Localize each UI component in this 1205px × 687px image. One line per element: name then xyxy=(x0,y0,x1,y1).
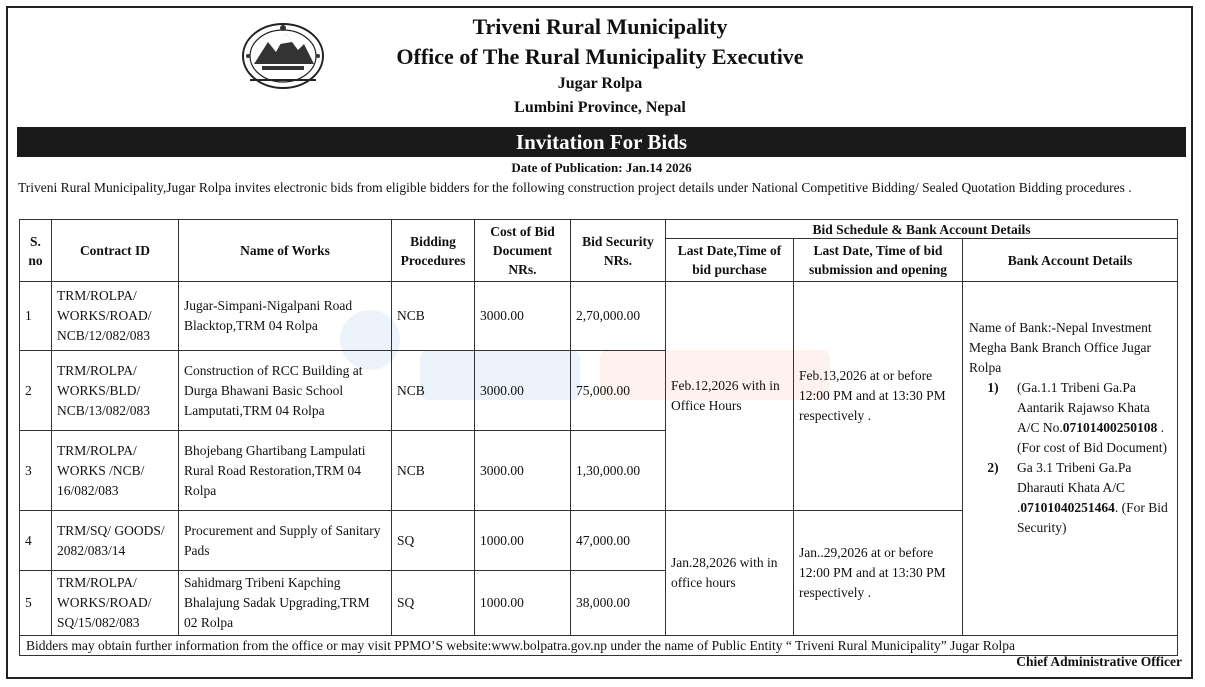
header-last-date-purchase: Last Date,Time of bid purchase xyxy=(666,239,794,282)
bank-account-item xyxy=(969,378,1169,458)
cell-security: 38,000.00 xyxy=(571,571,666,636)
cell-procedure: NCB xyxy=(392,282,475,351)
header-contract-id: Contract ID xyxy=(52,220,179,282)
cell-procedure: NCB xyxy=(392,431,475,511)
publication-date: Date of Publication: Jan.14 2026 xyxy=(511,160,692,175)
cell-security: 47,000.00 xyxy=(571,511,666,571)
municipality-emblem-icon xyxy=(240,20,326,90)
header-bank-details: Bank Account Details xyxy=(963,239,1178,282)
bank-name: Name of Bank:-Nepal Investment Megha Bank Branch Office Jugar Rolpa xyxy=(969,320,1152,375)
cell-name-of-works: Sahidmarg Tribeni Kapching Bhalajung Sadak Upgrading,TRM 02 Rolpa xyxy=(179,571,392,636)
bank-item-purpose: . (For Bid Security) xyxy=(1017,500,1168,535)
cell-sno: 1 xyxy=(20,282,52,351)
cell-contract-id: TRM/SQ/ GOODS/ 2082/083/14 xyxy=(52,511,179,571)
cell-procedure: SQ xyxy=(392,511,475,571)
bank-account-number: 07101040251464 xyxy=(1020,500,1115,515)
cell-name-of-works: Jugar-Simpani-Nigalpani Road Blacktop,TRM 04 Rolpa xyxy=(179,282,392,351)
intro-paragraph: Triveni Rural Municipality,Jugar Rolpa invites electronic bids from eligible bidders for the following construction project details under National Competitive Bidding/ Sealed Quotation Bidding procedures . xyxy=(18,180,1132,195)
cell-name-of-works: Bhojebang Ghartibang Lampulati Rural Road Restoration,TRM 04 Rolpa xyxy=(179,431,392,511)
cell-bank-details xyxy=(963,282,1178,636)
bank-account-number: 07101400250108 xyxy=(1062,420,1158,435)
bank-item-purpose: .(For cost of Bid Document) xyxy=(1017,420,1167,455)
bank-account-item xyxy=(969,458,1169,538)
cell-cost: 3000.00 xyxy=(475,431,571,511)
cell-contract-id: TRM/ROLPA/ WORKS/ROAD/ NCB/12/082/083 xyxy=(52,282,179,351)
cell-procedure: SQ xyxy=(392,571,475,636)
province-line: Lumbini Province, Nepal xyxy=(514,99,686,116)
cell-cost: 3000.00 xyxy=(475,351,571,431)
header-bidding-procedures: Bidding Procedures xyxy=(392,220,475,282)
cell-cost: 3000.00 xyxy=(475,282,571,351)
cell-contract-id: TRM/ROLPA/ WORKS/ROAD/ SQ/15/082/083 xyxy=(52,571,179,636)
cell-ncb-purchase-date: Feb.12,2026 with in Office Hours xyxy=(666,282,794,511)
footer-note: Bidders may obtain further information from the office or may visit PPMO’S website:www.bolpatra.gov.np under the name of Public Entity “ Triveni Rural Municipality” Jugar Rolpa xyxy=(20,636,1178,656)
header-sno: S. no xyxy=(20,220,52,282)
cell-sno: 3 xyxy=(20,431,52,511)
cell-sq-submission-date: Jan..29,2026 at or before 12:00 PM and at 13:30 PM respectively . xyxy=(794,511,963,636)
cell-cost: 1000.00 xyxy=(475,511,571,571)
header-bid-security: Bid Security NRs. xyxy=(571,220,666,282)
header-last-date-submission: Last Date, Time of bid submission and opening xyxy=(794,239,963,282)
table-row xyxy=(20,282,1178,351)
cell-sno: 2 xyxy=(20,351,52,431)
bids-table xyxy=(19,219,1178,656)
cell-sno: 5 xyxy=(20,571,52,636)
cell-ncb-submission-date: Feb.13,2026 at or before 12:00 PM and at 13:30 PM respectively . xyxy=(794,282,963,511)
signature-title: Chief Administrative Officer xyxy=(1016,654,1182,669)
header-cost-of-bid: Cost of Bid Document NRs. xyxy=(475,220,571,282)
bank-item-number: 2) xyxy=(987,460,999,475)
cell-contract-id: TRM/ROLPA/ WORKS/BLD/ NCB/13/082/083 xyxy=(52,351,179,431)
bank-item-number: 1) xyxy=(987,380,999,395)
cell-name-of-works: Construction of RCC Building at Durga Bhawani Basic School Lamputati,TRM 04 Rolpa xyxy=(179,351,392,431)
bank-item-text: Ga 3.1 Tribeni Ga.Pa Dharauti Khata A/C . xyxy=(1017,460,1132,515)
cell-contract-id: TRM/ROLPA/ WORKS /NCB/ 16/082/083 xyxy=(52,431,179,511)
cell-security: 1,30,000.00 xyxy=(571,431,666,511)
bank-item-text: (Ga.1.1 Tribeni Ga.Pa Aantarik Rajawso Khata A/C No. xyxy=(1017,380,1150,435)
header-schedule-group: Bid Schedule & Bank Account Details xyxy=(666,220,1178,239)
cell-security: 2,70,000.00 xyxy=(571,282,666,351)
cell-cost: 1000.00 xyxy=(475,571,571,636)
cell-security: 75,000.00 xyxy=(571,351,666,431)
cell-sno: 4 xyxy=(20,511,52,571)
cell-sq-purchase-date: Jan.28,2026 with in office hours xyxy=(666,511,794,636)
cell-name-of-works: Procurement and Supply of Sanitary Pads xyxy=(179,511,392,571)
header-name-of-works: Name of Works xyxy=(179,220,392,282)
cell-procedure: NCB xyxy=(392,351,475,431)
municipality-name: Triveni Rural Municipality xyxy=(472,14,728,39)
letterhead xyxy=(330,12,870,120)
location-line: Jugar Rolpa xyxy=(557,75,643,92)
office-name: Office of The Rural Municipality Executive xyxy=(396,44,804,69)
notice-title: Invitation For Bids xyxy=(17,127,1186,157)
